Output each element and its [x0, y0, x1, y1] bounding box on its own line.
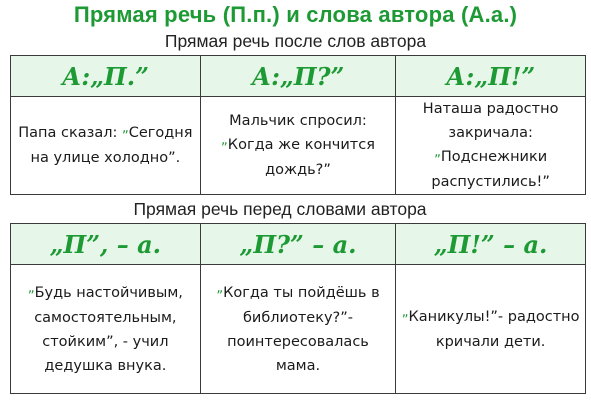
example-cell	[11, 265, 201, 394]
example-text	[205, 109, 392, 182]
page-title: Прямая речь (П.п.) и слова автора (А.а.)	[73, 2, 518, 27]
example-row	[11, 97, 586, 195]
table-speech-before-author	[10, 223, 586, 394]
example-cell	[396, 265, 586, 394]
speech-end: ”	[323, 162, 331, 178]
scheme-cell: А:„П!”	[396, 56, 586, 97]
open-quote: „	[121, 121, 129, 136]
scheme-cell: „П!” – а.	[396, 224, 586, 265]
example-row	[11, 265, 586, 394]
section1-heading: Прямая речь после слов автора	[164, 31, 427, 51]
scheme-cell: „П”, – а.	[11, 224, 201, 265]
example-text	[400, 97, 581, 194]
direct-speech: Будь настойчивым, самостоятельным, стойким	[34, 284, 183, 350]
direct-speech: Подснежники распустились!	[431, 149, 548, 190]
open-quote: „	[221, 133, 228, 148]
author-words: ”- радостно кричали дети.	[435, 308, 580, 350]
example-text	[15, 281, 196, 378]
open-quote: „	[27, 280, 35, 296]
author-words: Мальчик спросил:	[229, 113, 367, 129]
speech-end: ”.	[168, 150, 181, 166]
scheme-cell: А:„П?”	[200, 56, 396, 97]
direct-speech: Каникулы!	[408, 308, 491, 325]
direct-speech: Когда ты пойдёшь в библиотеку?	[223, 284, 380, 326]
example-cell	[200, 265, 396, 394]
scheme-cell: „П?” – а.	[200, 224, 396, 265]
example-cell	[11, 97, 201, 195]
direct-speech: Сегодня на улице холодно	[30, 125, 193, 166]
example-cell	[200, 97, 396, 195]
example-text	[400, 305, 581, 354]
scheme-row	[11, 224, 586, 265]
section2-heading: Прямая речь перед словами автора	[133, 199, 427, 219]
author-words: Папа сказал:	[18, 125, 118, 141]
example-text	[15, 121, 196, 170]
table-speech-after-author	[10, 55, 586, 195]
example-cell	[396, 97, 586, 195]
open-quote: „	[434, 145, 441, 160]
author-words: Наташа радостно закричала:	[422, 101, 559, 141]
direct-speech: Когда же кончится дождь?	[227, 137, 375, 178]
author-words: ”- поинтересовалась мама.	[227, 309, 369, 374]
example-text	[205, 281, 392, 378]
speech-end: ”	[542, 174, 550, 190]
scheme-cell: А:„П.”	[11, 56, 201, 97]
open-quote: „	[401, 304, 409, 320]
author-words: ”, - учил дедушка внука.	[44, 333, 169, 374]
open-quote: „	[216, 280, 224, 296]
scheme-row	[11, 56, 586, 97]
